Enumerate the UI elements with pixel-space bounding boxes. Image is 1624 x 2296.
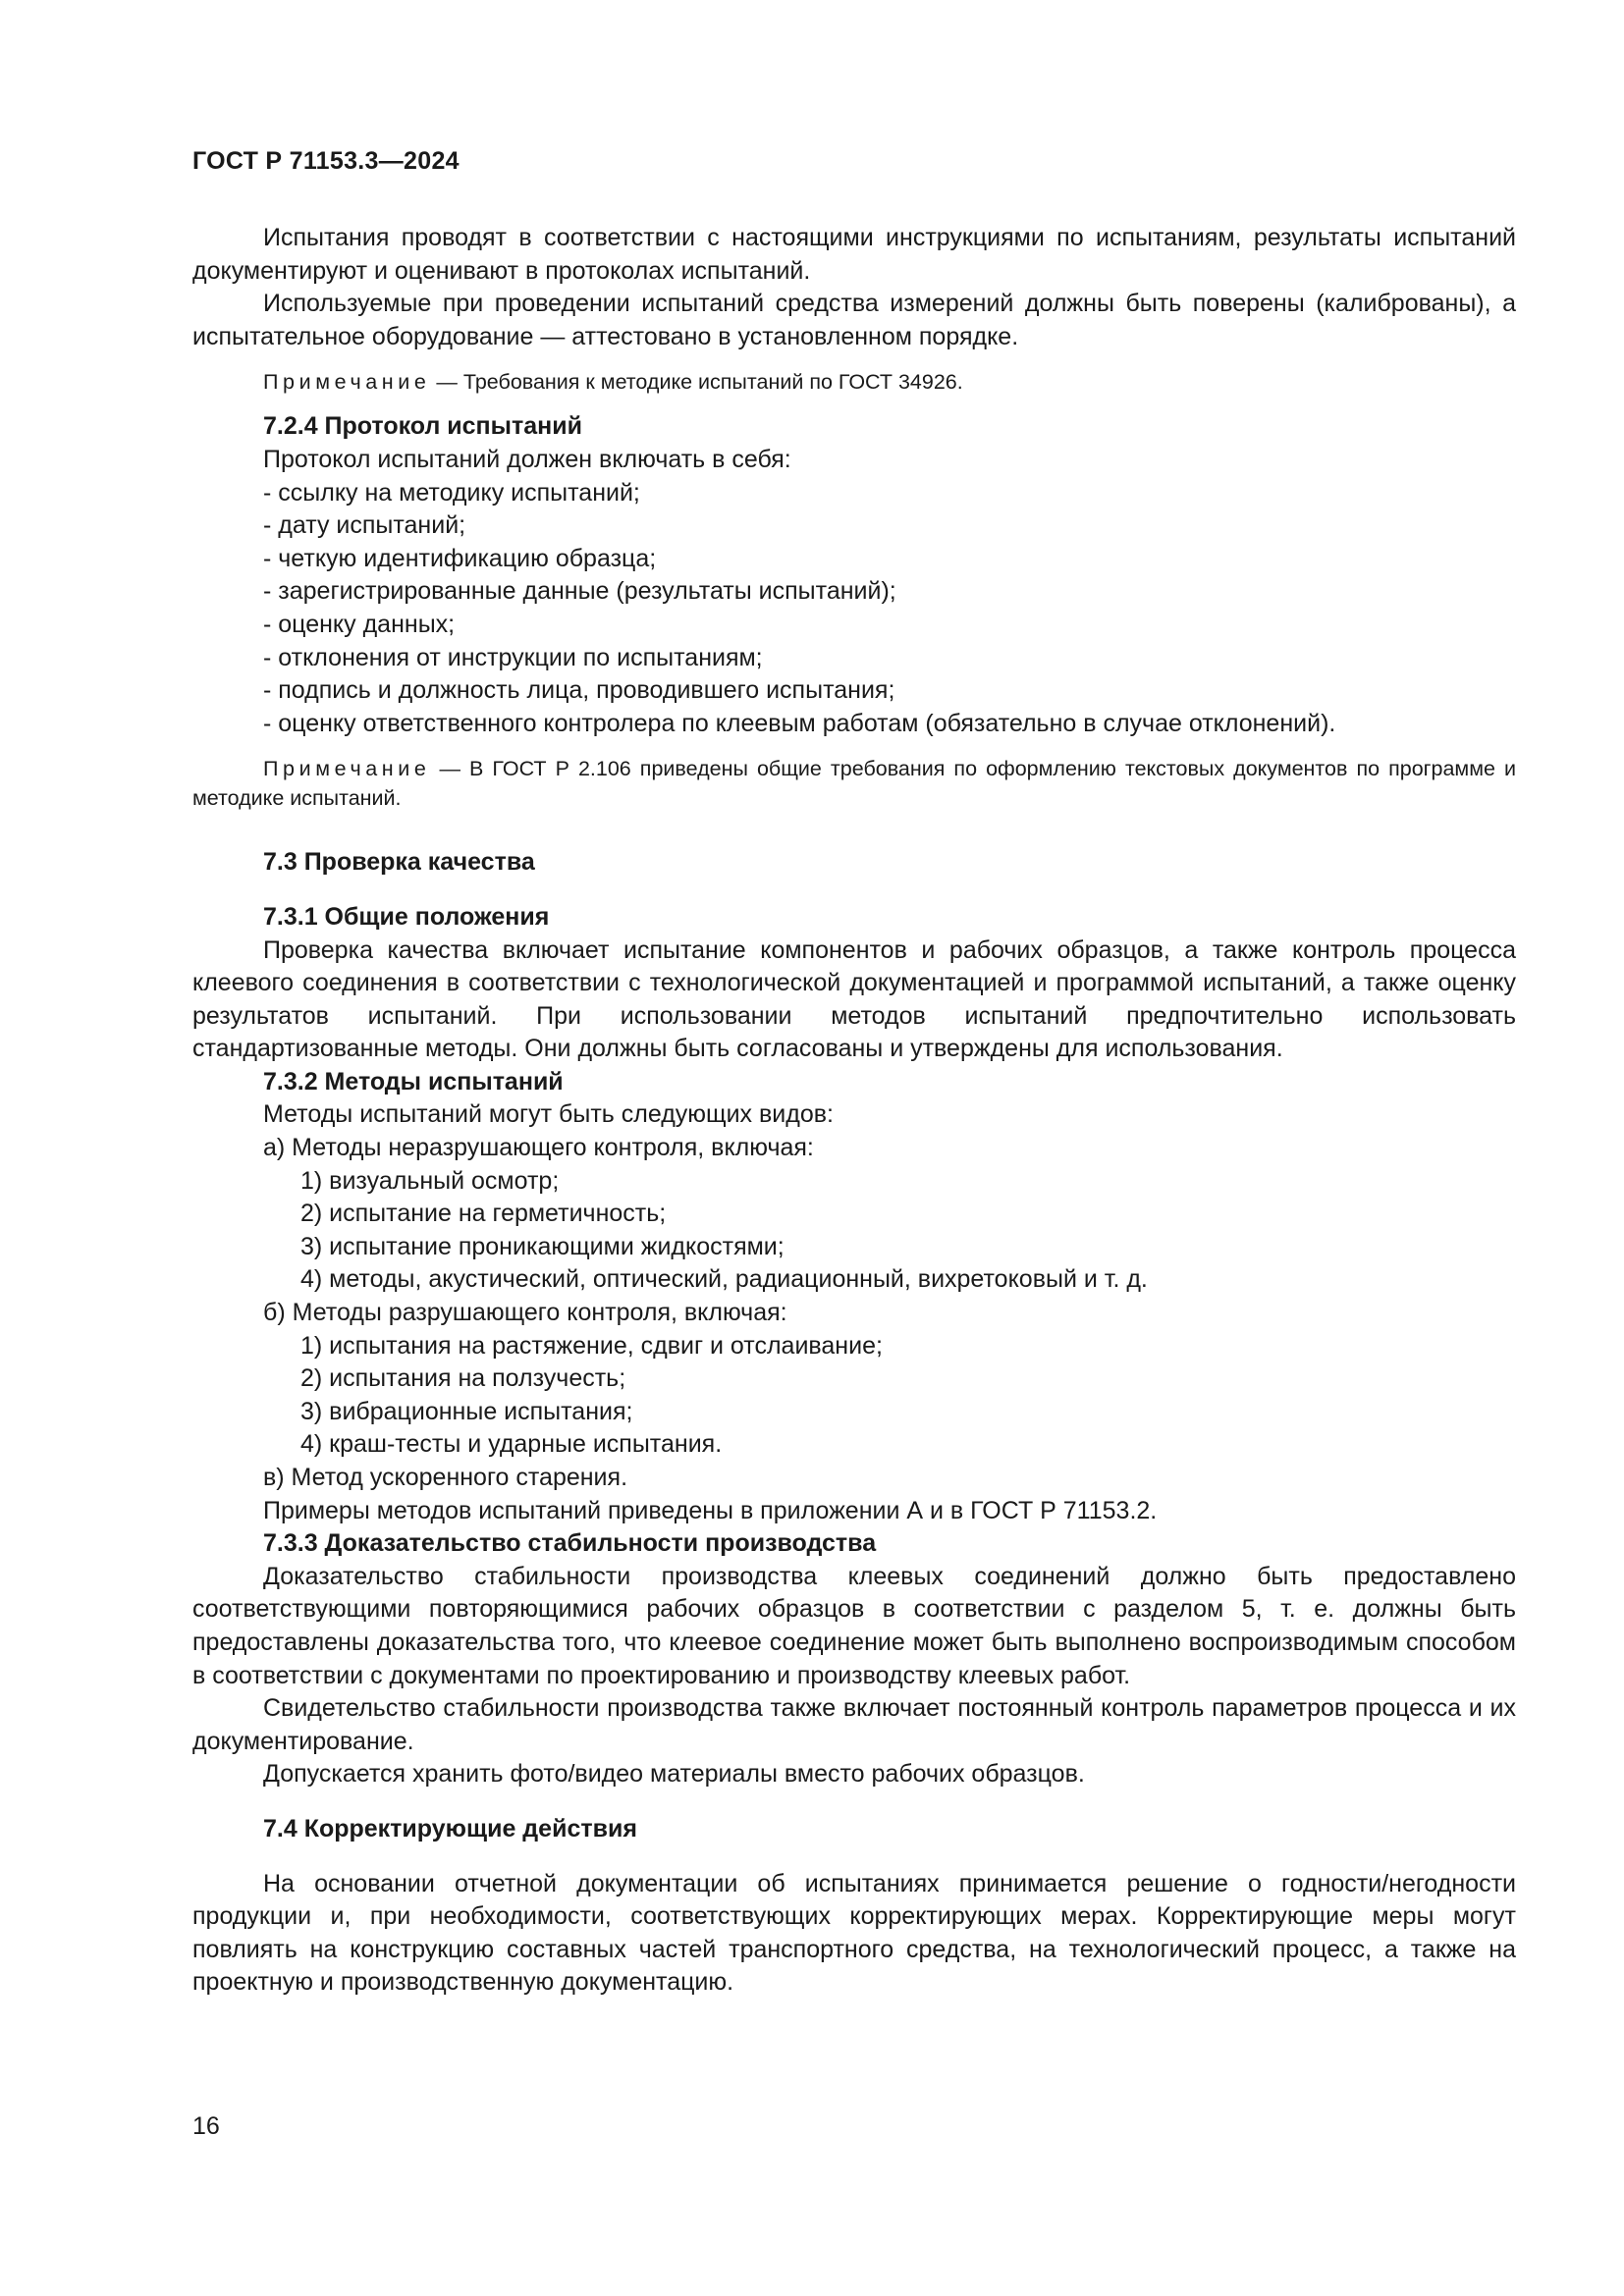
list-item: - подпись и должность лица, проводившего испытания; — [263, 676, 895, 705]
section-7-3-3-paragraph-3: Допускается хранить фото/видео материалы вместо рабочих образцов. — [263, 1760, 1085, 1789]
section-7-3-heading: 7.3 Проверка качества — [263, 848, 535, 877]
section-7-3-1-heading: 7.3.1 Общие положения — [263, 902, 550, 931]
intro-note — [192, 367, 1516, 397]
list-item: - зарегистрированные данные (результаты испытаний); — [263, 577, 896, 606]
list-item-v: в) Метод ускоренного старения. — [263, 1464, 628, 1491]
list-item: - оценку данных; — [263, 610, 456, 638]
note-label: Примечание — [263, 757, 431, 781]
sub-list-item: 4) методы, акустический, оптический, радиационный, вихретоковый и т. д. — [300, 1265, 1148, 1294]
sub-list-item: 2) испытания на ползучесть; — [300, 1364, 626, 1393]
page-content — [192, 222, 1516, 2000]
examples-text: Примеры методов испытаний приведены в приложении А и в ГОСТ Р 71153.2. — [263, 1496, 1158, 1524]
note-text: — В ГОСТ Р 2.106 приведены общие требования по оформлению текстовых документов по программе и методике испытаний. — [192, 757, 1516, 811]
document-header: ГОСТ Р 71153.3—2024 — [192, 147, 460, 175]
intro-paragraph-2: Используемые при проведении испытаний средства измерений должны быть поверены (калиброваны), а испытательное оборудование — аттестовано в установленном порядке. — [192, 290, 1516, 350]
section-7-3-3-paragraph-1: Доказательство стабильности производства клеевых соединений должно быть предоставлено соответствующими повторяющимися рабочих образцов в соответствии с разделом 5, т. е. должны быть предоставлены доказательства того, что клеевое соединение может быть выполнено воспроизводимым способом в соответствии с документами по проектированию и производству клеевых работ. — [192, 1562, 1516, 1689]
intro-paragraph-1: Испытания проводят в соответствии с настоящими инструкциями по испытаниям, результаты испытаний документируют и оценивают в протоколах испытаний. — [192, 224, 1516, 285]
section-7-3-2-heading: 7.3.2 Методы испытаний — [263, 1067, 564, 1095]
section-7-2-4-heading: 7.2.4 Протокол испытаний — [263, 412, 582, 441]
list-item: - ссылку на методику испытаний; — [263, 478, 640, 507]
section-7-2-4-note — [192, 754, 1516, 813]
section-7-3-1-text: Проверка качества включает испытание компонентов и рабочих образцов, а также контроль процесса клеевого соединения в соответствии с технологической документацией и программой испытаний, а также оценку результатов испытаний. При использовании методов испытаний предпочтительно использовать стандартизованные методы. Они должны быть согласованы и утверждены для использования. — [192, 935, 1516, 1063]
sub-list-item: 1) испытания на растяжение, сдвиг и отслаивание; — [300, 1331, 883, 1360]
sub-list-item: 2) испытание на герметичность; — [300, 1200, 667, 1228]
note-text: — Требования к методике испытаний по ГОСТ 34926. — [430, 370, 963, 395]
list-item: - дату испытаний; — [263, 511, 466, 540]
page-number: 16 — [192, 2112, 220, 2140]
section-7-4-heading: 7.4 Корректирующие действия — [263, 1814, 637, 1842]
sub-list-item: 4) краш-тесты и ударные испытания. — [300, 1430, 723, 1459]
section-7-3-3-paragraph-2: Свидетельство стабильности производства также включает постоянный контроль параметров процесса и их документирование. — [192, 1694, 1516, 1755]
list-item: - четкую идентификацию образца; — [263, 544, 657, 572]
section-7-4-text: На основании отчетной документации об испытаниях принимается решение о годности/негодности продукции и, при необходимости, соответствующих корректирующих мерах. Корректирующие меры могут повлиять на конструкцию составных частей транспортного средства, на технологический процесс, а также на проектную и производственную документацию. — [192, 1869, 1516, 1997]
list-item: - оценку ответственного контролера по клеевым работам (обязательно в случае отклонений). — [263, 709, 1336, 737]
section-7-3-3-heading: 7.3.3 Доказательство стабильности производства — [263, 1529, 877, 1558]
note-label: Примечание — [263, 370, 431, 395]
list-item-a: а) Методы неразрушающего контроля, включая: — [263, 1134, 814, 1162]
sub-list-item: 3) испытание проникающими жидкостями; — [300, 1232, 785, 1260]
section-7-2-4-lead: Протокол испытаний должен включать в себя: — [263, 445, 791, 473]
sub-list-item: 1) визуальный осмотр; — [300, 1166, 560, 1195]
sub-list-item: 3) вибрационные испытания; — [300, 1397, 633, 1425]
list-item-b: б) Методы разрушающего контроля, включая: — [263, 1299, 787, 1327]
section-7-3-2-lead: Методы испытаний могут быть следующих видов: — [263, 1100, 834, 1129]
list-item: - отклонения от инструкции по испытаниям; — [263, 643, 763, 671]
